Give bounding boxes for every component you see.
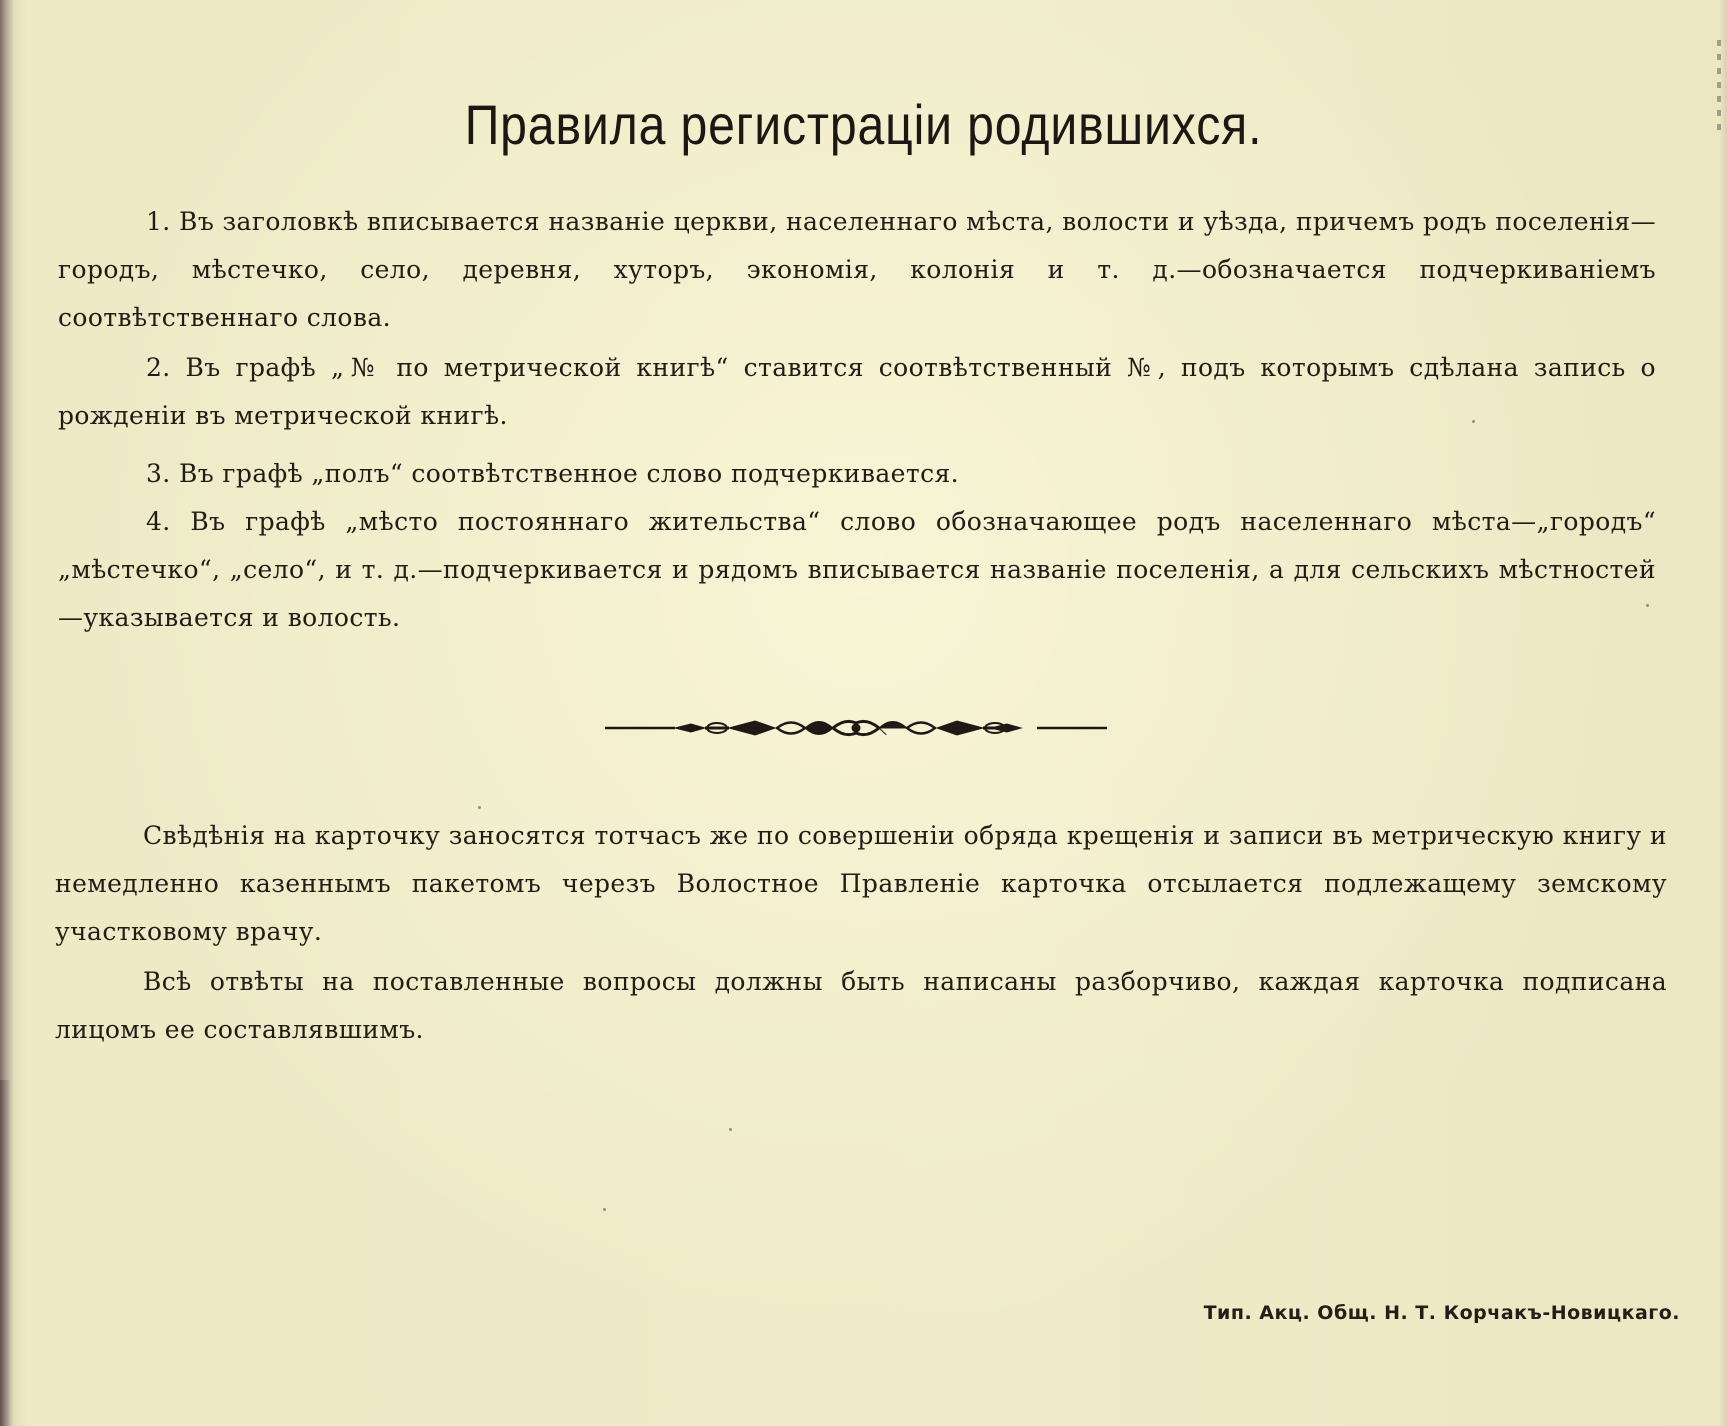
- document-title: Правила регистраціи родившихся.: [464, 93, 1263, 156]
- paper-speck: [729, 1128, 732, 1131]
- page-right-edge: [1719, 0, 1727, 1426]
- ornamental-divider-icon: [605, 713, 1107, 743]
- paper-speck: [1646, 604, 1649, 607]
- paper-speck: [603, 1208, 606, 1211]
- note-paragraph-1: Свѣдѣнія на карточку заносятся тотчасъ же по совершеніи обряда крещенія и записи въ метрическую книгу и немедленно казеннымъ пакетомъ черезъ Волостное Правленіе карточка отсылается подлежащему земскому участковому врачу.: [55, 821, 1667, 946]
- rule-paragraph-2: 2. Въ графѣ „№ по метрической книгѣ“ ставится соотвѣтственный №, подъ которымъ сдѣлана запись о рожденіи въ метрической книгѣ.: [58, 353, 1656, 430]
- rule-paragraph-1: 1. Въ заголовкѣ вписывается названіе церкви, населеннаго мѣста, волости и уѣзда, причемъ родъ поселенія—городъ, мѣстечко, село, деревня, хуторъ, экономія, колонія и т. д.—обозначается подчеркиваніемъ соотвѣтственнаго слова.: [58, 207, 1656, 332]
- rule-paragraph-4: 4. Въ графѣ „мѣсто постояннаго жительства“ слово обозначающее родъ населеннаго мѣста—„городъ“ „мѣстечко“, „село“, и т. д.—подчеркивается и рядомъ вписывается названіе поселенія, а для сельскихъ мѣстностей—указывается и волость.: [58, 507, 1656, 632]
- note-paragraph-2: Всѣ отвѣты на поставленные вопросы должны быть написаны разборчиво, каждая карточка подписана лицомъ ее составлявшимъ.: [55, 967, 1667, 1044]
- paper-speck: [1472, 420, 1475, 423]
- page-left-edge-shadow: [0, 1080, 10, 1426]
- paper-speck: [478, 806, 481, 809]
- printer-imprint: Тип. Акц. Общ. Н. Т. Корчакъ-Новицкаго.: [1203, 1302, 1680, 1324]
- rule-paragraph-3: 3. Въ графѣ „полъ“ соотвѣтственное слово подчеркивается.: [146, 459, 959, 488]
- page-edge-marks: [1717, 40, 1721, 130]
